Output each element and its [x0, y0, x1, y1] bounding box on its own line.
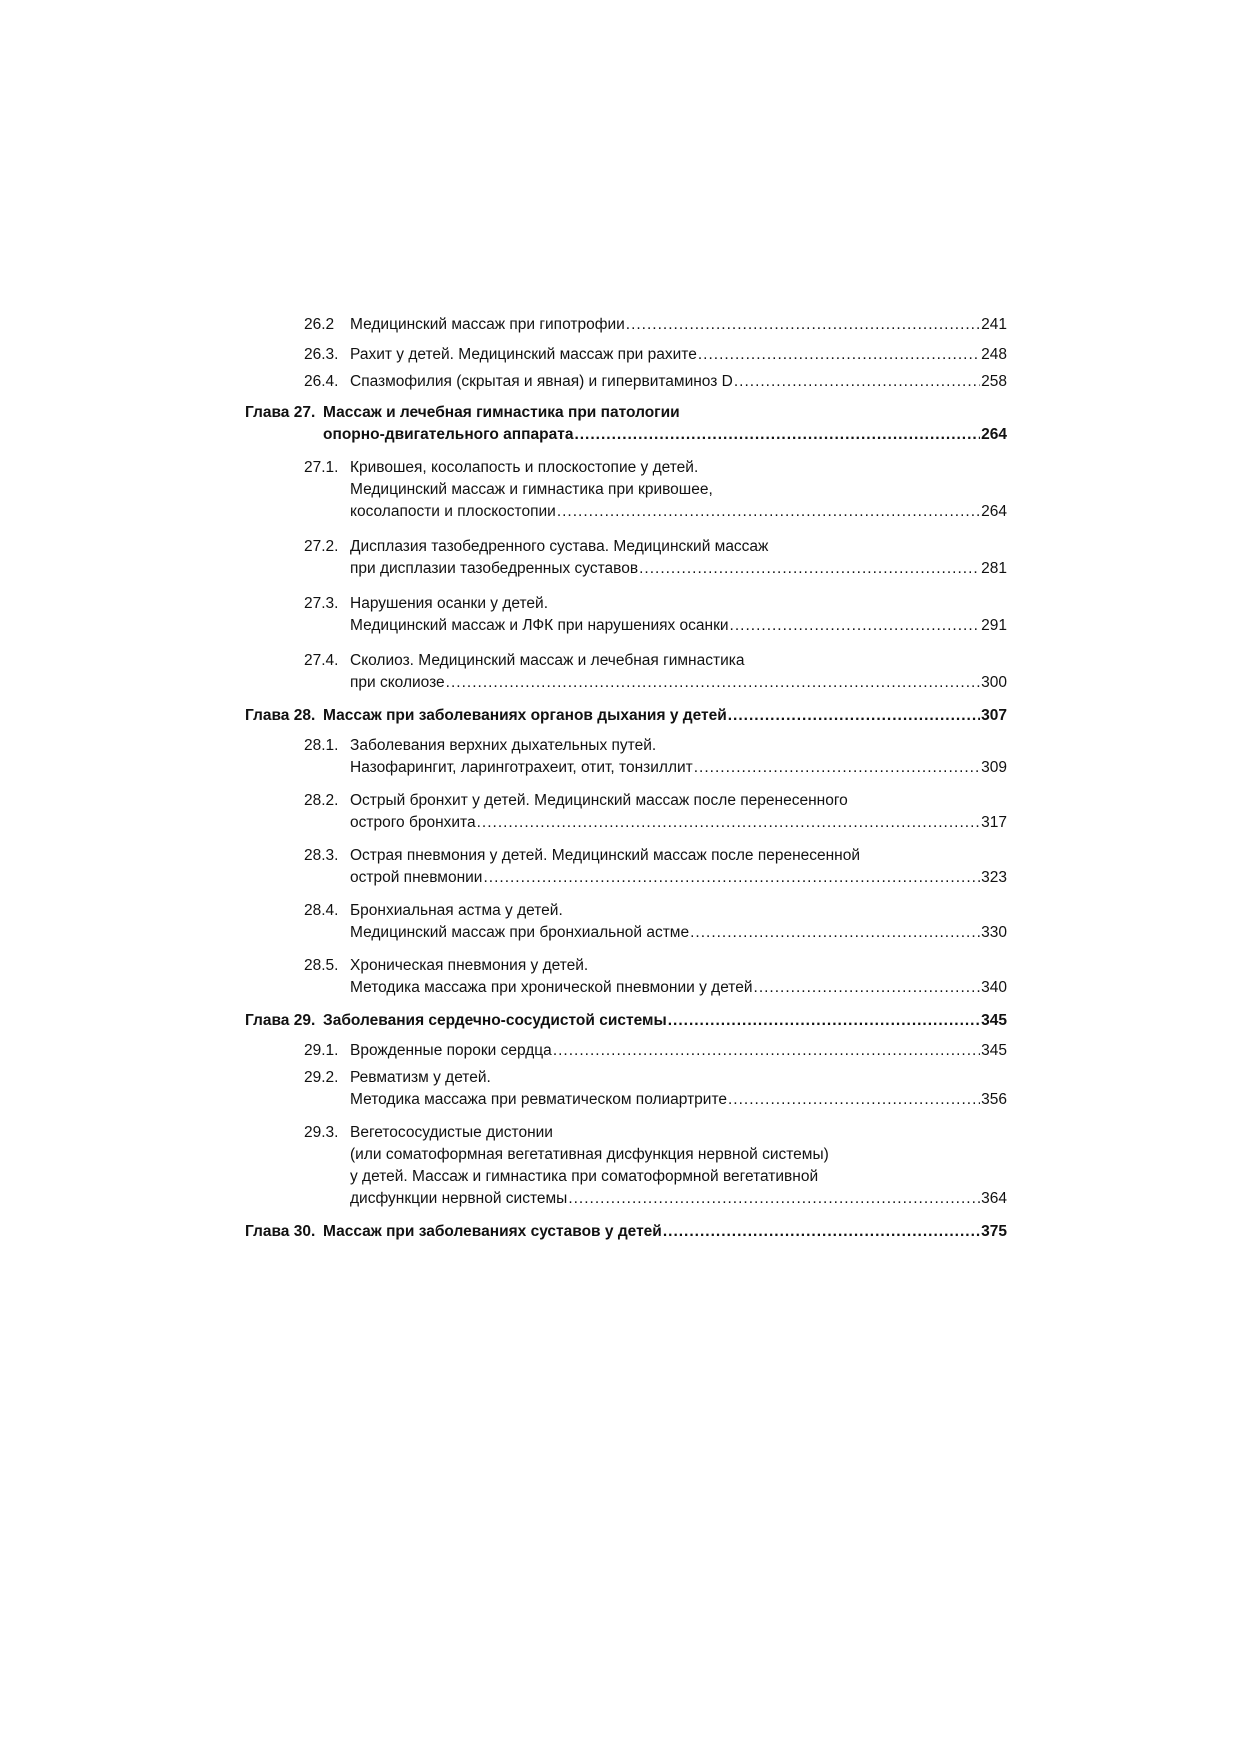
entry-title-last-line	[350, 371, 1007, 393]
entry-title-line: Медицинский массаж при бронхиальной астме	[350, 924, 690, 941]
page-number: 356	[981, 1091, 1007, 1108]
toc-chapter-entry	[245, 402, 1007, 446]
dot-leader	[477, 812, 981, 834]
page-number: 340	[981, 979, 1007, 996]
entry-title-line: Методика массажа при ревматическом полиартрите	[350, 1091, 727, 1108]
page-number: 248	[981, 346, 1007, 363]
dot-leader	[663, 1221, 980, 1243]
entry-title-line: острой пневмонии	[350, 869, 483, 886]
toc-section-entry	[245, 845, 1007, 889]
dot-leader	[639, 558, 980, 580]
dot-leader	[557, 501, 980, 523]
dot-leader	[668, 1010, 980, 1032]
entry-number: 28.1.	[304, 737, 339, 754]
dot-leader	[446, 672, 980, 694]
entry-title-line: Массаж при заболеваниях органов дыхания у детей	[323, 707, 727, 724]
page-number: 323	[981, 869, 1007, 886]
entry-title-line: Заболевания верхних дыхательных путей.	[350, 737, 657, 754]
entry-title-line: Рахит у детей. Медицинский массаж при рахите	[350, 346, 697, 363]
entry-number: 27.3.	[304, 595, 339, 612]
entry-title-line: опорно-двигательного аппарата	[323, 426, 574, 443]
toc-chapter-entry	[245, 1221, 1007, 1243]
page-number: 309	[981, 759, 1007, 776]
dot-leader	[754, 977, 981, 999]
page-number: 258	[981, 373, 1007, 390]
entry-number: 26.2	[304, 316, 335, 333]
entry-title-line: косолапости и плоскостопии	[350, 503, 556, 520]
toc-chapter-entry	[245, 1010, 1007, 1032]
entry-title-last-line	[350, 314, 1007, 336]
entry-number: 29.2.	[304, 1069, 339, 1086]
toc-section-entry	[245, 900, 1007, 944]
entry-title-line: Бронхиальная астма у детей.	[350, 902, 563, 919]
page-number: 241	[981, 316, 1007, 333]
entry-title-last-line	[350, 344, 1007, 366]
entry-title-line: острого бронхита	[350, 814, 476, 831]
entry-title-line: Хроническая пневмония у детей.	[350, 957, 589, 974]
entry-title-line: Дисплазия тазобедренного сустава. Медицинский массаж	[350, 538, 769, 555]
toc-section-entry	[245, 790, 1007, 834]
entry-number: 28.4.	[304, 902, 339, 919]
entry-title-last-line	[350, 977, 1007, 999]
entry-title-last-line	[350, 615, 1007, 637]
entry-title-line: Кривошея, косолапость и плоскостопие у детей.	[350, 459, 699, 476]
dot-leader	[734, 371, 980, 393]
dot-leader	[728, 1089, 980, 1111]
entry-title-line: Сколиоз. Медицинский массаж и лечебная гимнастика	[350, 652, 745, 669]
entry-title-line: дисфункции нервной системы	[350, 1190, 568, 1207]
entry-title-last-line	[350, 558, 1007, 580]
entry-title-line: Медицинский массаж и ЛФК при нарушениях осанки	[350, 617, 729, 634]
entry-number: Глава 30.	[245, 1223, 316, 1240]
entry-title-last-line	[350, 501, 1007, 523]
table-of-contents	[245, 314, 1007, 1243]
entry-number: 28.2.	[304, 792, 339, 809]
entry-number: 29.1.	[304, 1042, 339, 1059]
toc-section-entry	[245, 371, 1007, 393]
toc-section-entry	[245, 1067, 1007, 1111]
toc-section-entry	[245, 593, 1007, 637]
entry-number: 27.2.	[304, 538, 339, 555]
entry-number: 27.1.	[304, 459, 339, 476]
dot-leader	[574, 424, 980, 446]
entry-title-line: Ревматизм у детей.	[350, 1069, 491, 1086]
page-number: 300	[981, 674, 1007, 691]
entry-number: 26.3.	[304, 346, 339, 363]
page-number: 345	[981, 1012, 1007, 1029]
dot-leader	[694, 757, 980, 779]
entry-title-line: Острый бронхит у детей. Медицинский массаж после перенесенного	[350, 792, 848, 809]
toc-section-entry	[245, 955, 1007, 999]
entry-title-line: при дисплазии тазобедренных суставов	[350, 560, 639, 577]
entry-number: Глава 28.	[245, 707, 316, 724]
dot-leader	[690, 922, 980, 944]
entry-title-line: Массаж и лечебная гимнастика при патологии	[323, 404, 680, 421]
entry-number: 27.4.	[304, 652, 339, 669]
entry-number: Глава 27.	[245, 404, 316, 421]
entry-title-last-line	[323, 705, 1007, 727]
entry-title-line: (или соматоформная вегетативная дисфункция нервной системы)	[350, 1146, 829, 1163]
entry-title-last-line	[350, 1089, 1007, 1111]
entry-title-line: Спазмофилия (скрытая и явная) и гипервитаминоз D	[350, 373, 733, 390]
entry-title-last-line	[323, 1221, 1007, 1243]
dot-leader	[698, 344, 980, 366]
page-number: 307	[981, 707, 1007, 724]
entry-title-line: Врожденные пороки сердца	[350, 1042, 552, 1059]
entry-title-last-line	[350, 672, 1007, 694]
entry-number: 29.3.	[304, 1124, 339, 1141]
page-number: 317	[981, 814, 1007, 831]
entry-title-last-line	[323, 1010, 1007, 1032]
page-number: 291	[981, 617, 1007, 634]
entry-number: 28.5.	[304, 957, 339, 974]
entry-title-line: Заболевания сердечно-сосудистой системы	[323, 1012, 667, 1029]
toc-chapter-entry	[245, 705, 1007, 727]
entry-title-line: Назофарингит, ларинготрахеит, отит, тонзиллит	[350, 759, 693, 776]
toc-section-entry	[245, 735, 1007, 779]
toc-section-entry	[245, 1122, 1007, 1210]
toc-section-entry	[245, 1040, 1007, 1062]
toc-section-entry	[245, 314, 1007, 336]
entry-title-last-line	[350, 922, 1007, 944]
entry-title-line: Вегетососудистые дистонии	[350, 1124, 553, 1141]
entry-title-line: при сколиозе	[350, 674, 445, 691]
dot-leader	[728, 705, 980, 727]
entry-title-line: Массаж при заболеваниях суставов у детей	[323, 1223, 662, 1240]
entry-title-line: у детей. Массаж и гимнастика при соматоформной вегетативной	[350, 1168, 819, 1185]
page-number: 330	[981, 924, 1007, 941]
dot-leader	[568, 1188, 980, 1210]
entry-number: 28.3.	[304, 847, 339, 864]
entry-title-last-line	[350, 867, 1007, 889]
toc-section-entry	[245, 650, 1007, 694]
toc-section-entry	[245, 536, 1007, 580]
entry-title-line: Нарушения осанки у детей.	[350, 595, 548, 612]
toc-section-entry	[245, 344, 1007, 366]
dot-leader	[626, 314, 980, 336]
page-number: 345	[981, 1042, 1007, 1059]
dot-leader	[553, 1040, 980, 1062]
entry-title-last-line	[323, 424, 1007, 446]
entry-title-last-line	[350, 1040, 1007, 1062]
entry-title-last-line	[350, 1188, 1007, 1210]
page-number: 264	[981, 426, 1007, 443]
dot-leader	[730, 615, 981, 637]
dot-leader	[483, 867, 980, 889]
page-number: 281	[981, 560, 1007, 577]
page-number: 364	[981, 1190, 1007, 1207]
entry-title-line: Методика массажа при хронической пневмонии у детей	[350, 979, 753, 996]
entry-number: 26.4.	[304, 373, 339, 390]
entry-number: Глава 29.	[245, 1012, 316, 1029]
toc-section-entry	[245, 457, 1007, 523]
entry-title-line: Острая пневмония у детей. Медицинский массаж после перенесенной	[350, 847, 861, 864]
page-number: 375	[981, 1223, 1007, 1240]
page-number: 264	[981, 503, 1007, 520]
entry-title-line: Медицинский массаж и гимнастика при кривошее,	[350, 481, 713, 498]
entry-title-last-line	[350, 757, 1007, 779]
entry-title-line: Медицинский массаж при гипотрофии	[350, 316, 625, 333]
entry-title-last-line	[350, 812, 1007, 834]
